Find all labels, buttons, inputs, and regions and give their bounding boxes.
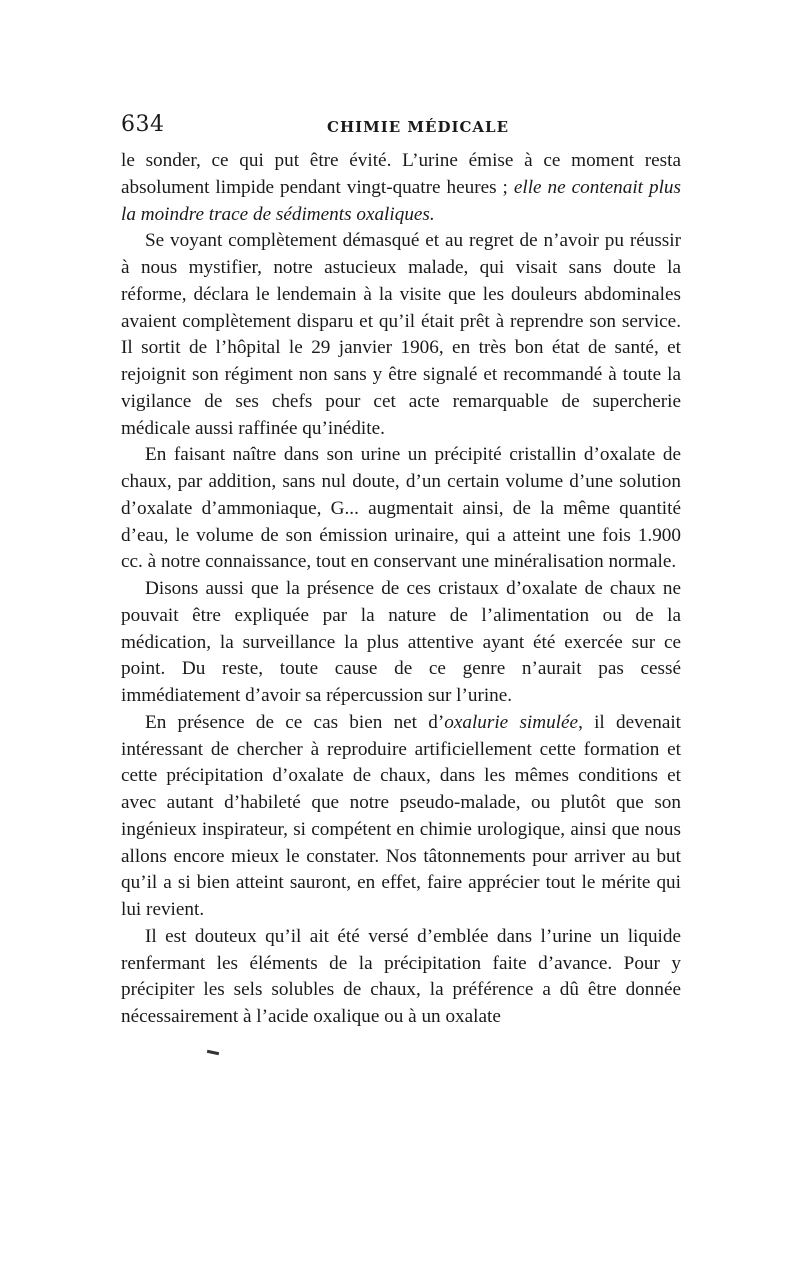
paragraph-1-italic: elle ne contenait plus la moindre trace de sédiments oxaliques. [121, 176, 681, 225]
paragraph-1 [121, 148, 681, 228]
paragraph-6-text: Il est douteux qu’il ait été versé d’emblée dans l’urine un liquide renfermant les éléments de la précipitation faite d’avance. Pour y précipiter les sels solubles de chaux, la préférence a dû être donnée nécessairement à l’acide oxalique ou à un oxalate [121, 925, 681, 1027]
page-number: 634 [121, 112, 165, 137]
paragraph-5 [121, 710, 681, 924]
paragraph-3-text: En faisant naître dans son urine un précipité cristallin d’oxalate de chaux, par addition, sans nul doute, d’un certain volume d’une solution d’oxalate d’ammoniaque, G... augmentait ainsi, de la même quantité d’eau, le volume de son émission urinaire, qui a atteint une fois 1.900 cc. à notre connaissance, tout en conservant une minéralisation normale. [121, 444, 681, 573]
paragraph-2-text: Se voyant complètement démasqué et au regret de n’avoir pu réussir à nous mystifier, notre astucieux malade, qui visait sans doute la réforme, déclara le lendemain à la visite que les douleurs abdominales avaient complètement disparu et qu’il était prêt à reprendre son service. Il sortit de l’hôpital le 29 janvier 1906, en très bon état de santé, et rejoignit son régiment non sans y être signalé et recommandé à toute la vigilance de ses chefs pour cet acte remarquable de supercherie médicale aussi raffinée qu’inédite. [121, 230, 681, 439]
body-text [121, 148, 681, 1031]
paragraph-2 [121, 228, 681, 442]
paragraph-3 [121, 442, 681, 576]
running-title: CHIMIE MÉDICALE [327, 118, 510, 136]
paragraph-4-text: Disons aussi que la présence de ces cristaux d’oxalate de chaux ne pouvait être expliquée par la nature de l’alimentation ou de la médication, la surveillance la plus attentive ayant été exercée sur ce point. Du reste, toute cause de ce genre n’aurait pas cessé immédiatement d’avoir sa répercussion sur l’urine. [121, 578, 681, 706]
paragraph-1-text: le sonder, ce qui put être évité. L’urine émise à ce moment resta absolument limpide pendant vingt-quatre heures ; [121, 150, 681, 198]
paragraph-5-text: En présence de ce cas bien net d’ [145, 711, 445, 733]
ink-mark [207, 1050, 219, 1055]
page-header [121, 112, 681, 142]
paragraph-4 [121, 576, 681, 710]
paragraph-6 [121, 924, 681, 1031]
paragraph-5-after: , il devenait intéressant de chercher à reproduire artificiellement cette formation et cette précipitation d’oxalate de chaux, dans les mêmes conditions et avec autant d’habileté que notre pseudo-malade, ou plutôt que son ingénieux inspirateur, si compétent en chimie urologique, ainsi que nous allons encore mieux le constater. Nos tâtonnements pour arriver au but qu’il a si bien atteint sauront, en effet, faire apprécier tout le mérite qui lui revient. [121, 711, 682, 920]
paragraph-5-italic: oxalurie simulée [444, 711, 579, 733]
